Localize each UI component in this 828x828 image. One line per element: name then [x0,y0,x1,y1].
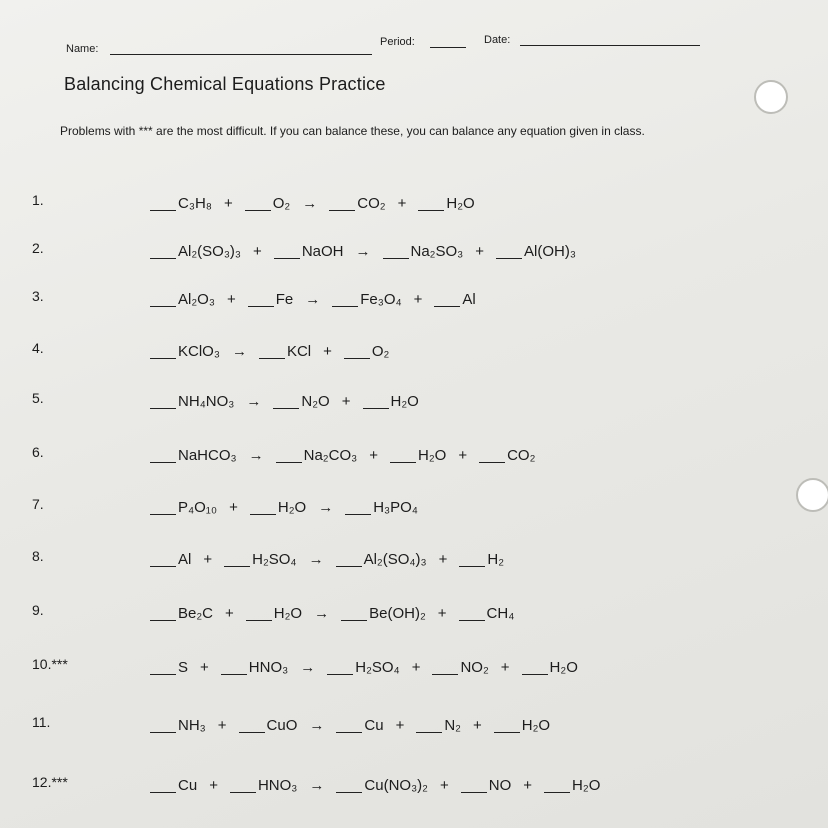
equation [150,770,600,796]
equation-term [230,777,297,796]
coefficient-blank[interactable] [239,732,265,733]
reaction-arrow: → [318,499,334,516]
problem-number: 11. [32,714,51,730]
equation-term [494,717,550,736]
equation-term [544,777,600,796]
reaction-arrow: → [302,195,318,212]
coefficient-blank[interactable] [416,732,442,733]
chemical-formula: H₂O [390,393,419,410]
equation-term [239,717,298,736]
coefficient-blank[interactable] [336,792,362,793]
reaction-arrow: → [314,605,330,622]
plus-sign: + [411,659,421,676]
coefficient-blank[interactable] [150,566,176,567]
problem-row [0,598,828,624]
plus-sign: + [341,393,351,410]
coefficient-blank[interactable] [150,732,176,733]
chemical-formula: Cu [364,717,384,734]
chemical-formula: CH₄ [486,605,515,622]
problem-number: 10.*** [32,656,68,672]
equation-term [336,717,383,736]
problem-row [0,386,828,412]
equation-term [344,343,390,362]
coefficient-blank[interactable] [150,258,176,259]
equation [150,236,576,262]
problem-row [0,236,828,262]
equation-term [150,195,212,214]
plus-sign: + [500,659,510,676]
coefficient-blank[interactable] [150,792,176,793]
problem-number: 12.*** [32,774,68,790]
coefficient-blank[interactable] [250,514,276,515]
equation-term [329,195,385,214]
name-label: Name: [66,43,99,55]
problem-row [0,188,828,214]
chemical-formula: H₂O [418,447,447,464]
problem-number: 1. [32,192,44,208]
plus-sign: + [437,605,447,622]
coefficient-blank[interactable] [341,620,367,621]
coefficient-blank[interactable] [461,792,487,793]
chemical-formula: O₂ [272,195,291,212]
problem-number: 2. [32,240,44,256]
equation-term [341,605,426,624]
equation-term [248,291,294,310]
chemical-formula: NO₂ [460,659,489,676]
coefficient-blank[interactable] [150,514,176,515]
coefficient-blank[interactable] [418,210,444,211]
coefficient-blank[interactable] [336,732,362,733]
plus-sign: + [200,659,209,676]
equation [150,598,514,624]
chemical-formula: KClO₃ [178,343,220,360]
coefficient-blank[interactable] [150,358,176,359]
chemical-formula: Al [178,551,192,568]
chemical-formula: H₂O [446,195,475,212]
equation-term [150,291,215,310]
equation-term [332,291,401,310]
chemical-formula: H₂SO₄ [252,551,297,568]
equation-term [459,605,515,624]
plus-sign: + [413,291,423,308]
chemical-formula: CO₂ [357,195,386,212]
equation [150,440,535,466]
equation-term [150,717,206,736]
equation-term [434,291,475,310]
coefficient-blank[interactable] [479,462,505,463]
punch-hole-top [754,80,788,114]
plus-sign: + [369,447,378,464]
reaction-arrow: → [300,659,316,676]
equation [150,386,419,412]
date-label: Date: [484,34,511,46]
equation-term [479,447,535,466]
coefficient-blank[interactable] [332,306,358,307]
coefficient-blank[interactable] [434,306,460,307]
problem-row [0,492,828,518]
coefficient-blank[interactable] [246,620,272,621]
equation-term [150,499,217,518]
coefficient-blank[interactable] [344,358,370,359]
chemical-formula: Al₂O₃ [178,291,215,308]
problem-row [0,544,828,570]
period-blank [430,47,466,48]
problem-number: 8. [32,548,44,564]
chemical-formula: Al₂(SO₃)₃ [178,243,242,260]
equation-term [150,659,188,678]
name-blank [110,54,372,55]
equation-term [150,343,220,362]
coefficient-blank[interactable] [150,462,176,463]
problem-number: 5. [32,390,44,406]
plus-sign: + [225,605,234,622]
equation-term [390,447,446,466]
equation-term [416,717,461,736]
equation-term [345,499,418,518]
equation-term [383,243,464,262]
chemical-formula: C₃H₈ [178,195,212,212]
plus-sign: + [438,551,448,568]
coefficient-blank[interactable] [150,674,176,675]
coefficient-blank[interactable] [259,358,285,359]
equation-term [274,243,344,262]
coefficient-blank[interactable] [230,792,256,793]
chemical-formula: N₂O [301,393,330,410]
problem-row [0,284,828,310]
equation-term [150,777,197,796]
problem-row [0,770,828,796]
coefficient-blank[interactable] [494,732,520,733]
equation [150,710,550,736]
plus-sign: + [475,243,485,260]
coefficient-blank[interactable] [459,620,485,621]
equation [150,336,389,362]
equation-term [522,659,578,678]
equation-term [150,447,237,466]
equation-term [432,659,488,678]
equation-term [363,393,419,412]
plus-sign: + [229,499,238,516]
chemical-formula: KCl [286,343,312,360]
equation-term [273,393,329,412]
coefficient-blank[interactable] [345,514,371,515]
plus-sign: + [473,717,482,734]
plus-sign: + [440,777,449,794]
chemical-formula: Al [462,291,476,308]
chemical-formula: Na₂CO₃ [303,447,358,464]
problem-number: 7. [32,496,44,512]
coefficient-blank[interactable] [274,258,300,259]
equation-term [418,195,474,214]
equation-term [246,605,302,624]
plus-sign: + [224,195,233,212]
coefficient-blank[interactable] [150,620,176,621]
reaction-arrow: → [248,447,264,464]
chemical-formula: Al₂(SO₄)₃ [363,551,427,568]
chemical-formula: P₄O₁₀ [178,499,218,516]
coefficient-blank[interactable] [390,462,416,463]
plus-sign: + [397,195,407,212]
chemical-formula: Be(OH)₂ [369,605,426,622]
reaction-arrow: → [305,291,321,308]
equation-term [276,447,358,466]
chemical-formula: NaOH [301,243,344,260]
chemical-formula: Fe₃O₄ [360,291,402,308]
chemical-formula: Na₂SO₃ [410,243,464,260]
equation [150,284,476,310]
period-label: Period: [380,36,415,48]
coefficient-blank[interactable] [276,462,302,463]
equation-term [461,777,512,796]
coefficient-blank[interactable] [459,566,485,567]
equation-term [259,343,311,362]
plus-sign: + [226,291,236,308]
coefficient-blank[interactable] [150,408,176,409]
chemical-formula: NaHCO₃ [178,447,237,464]
equation-term [150,243,241,262]
coefficient-blank[interactable] [544,792,570,793]
equation [150,652,578,678]
problem-number: 9. [32,602,44,618]
chemical-formula: CuO [266,717,298,734]
reaction-arrow: → [309,717,325,734]
coefficient-blank[interactable] [522,674,548,675]
reaction-arrow: → [231,343,247,360]
chemical-formula: H₂ [487,551,505,568]
plus-sign: + [203,551,213,568]
chemical-formula: HNO₃ [257,777,298,794]
equation [150,544,504,570]
chemical-formula: Cu [178,777,198,794]
coefficient-blank[interactable] [150,306,176,307]
equation-term [336,551,427,570]
chemical-formula: H₂O [277,499,307,516]
coefficient-blank[interactable] [221,674,247,675]
chemical-formula: Fe [275,291,294,308]
reaction-arrow: → [308,551,324,568]
reaction-arrow: → [246,393,262,410]
chemical-formula: H₂SO₄ [355,659,400,676]
plus-sign: + [217,717,227,734]
equation-term [150,605,213,624]
equation-term [459,551,504,570]
equation-term [150,393,234,412]
coefficient-blank[interactable] [273,408,299,409]
chemical-formula: H₂O [273,605,303,622]
chemical-formula: Be₂C [178,605,214,622]
chemical-formula: CO₂ [507,447,536,464]
equation-term [224,551,296,570]
problem-row [0,336,828,362]
chemical-formula: NH₄NO₃ [178,393,235,410]
chemical-formula: NO [488,777,512,794]
coefficient-blank[interactable] [329,210,355,211]
problem-row [0,440,828,466]
chemical-formula: H₂O [572,777,601,794]
problem-row [0,710,828,736]
problem-number: 4. [32,340,44,356]
plus-sign: + [253,243,262,260]
equation-term [245,195,291,214]
equation-term [150,551,191,570]
chemical-formula: Cu(NO₃)₂ [364,777,429,794]
plus-sign: + [523,777,533,794]
chemical-formula: N₂ [444,717,461,734]
equation-term [496,243,576,262]
plus-sign: + [209,777,218,794]
coefficient-blank[interactable] [363,408,389,409]
chemical-formula: S [178,659,189,676]
coefficient-blank[interactable] [245,210,271,211]
equation-term [327,659,399,678]
plus-sign: + [323,343,332,360]
reaction-arrow: → [309,777,325,794]
plus-sign: + [395,717,405,734]
chemical-formula: H₃PO₄ [373,499,418,516]
equation-term [336,777,428,796]
date-blank [520,45,700,46]
chemical-formula: HNO₃ [248,659,289,676]
equation-term [221,659,288,678]
problem-row [0,652,828,678]
page-title: Balancing Chemical Equations Practice [64,74,386,94]
plus-sign: + [458,447,468,464]
coefficient-blank[interactable] [496,258,522,259]
instructions: Problems with *** are the most difficult. If you can balance these, you can balance any equation given in class. [60,124,645,138]
chemical-formula: Al(OH)₃ [524,243,576,260]
reaction-arrow: → [355,243,371,260]
coefficient-blank[interactable] [224,566,250,567]
coefficient-blank[interactable] [327,674,353,675]
equation [150,492,418,518]
problem-number: 6. [32,444,44,460]
coefficient-blank[interactable] [150,210,176,211]
coefficient-blank[interactable] [336,566,362,567]
coefficient-blank[interactable] [248,306,274,307]
equation [150,188,475,214]
problem-number: 3. [32,288,44,304]
chemical-formula: H₂O [549,659,578,676]
coefficient-blank[interactable] [432,674,458,675]
coefficient-blank[interactable] [383,258,409,259]
chemical-formula: O₂ [371,343,390,360]
equation-term [250,499,306,518]
chemical-formula: NH₃ [178,717,206,734]
chemical-formula: H₂O [521,717,551,734]
